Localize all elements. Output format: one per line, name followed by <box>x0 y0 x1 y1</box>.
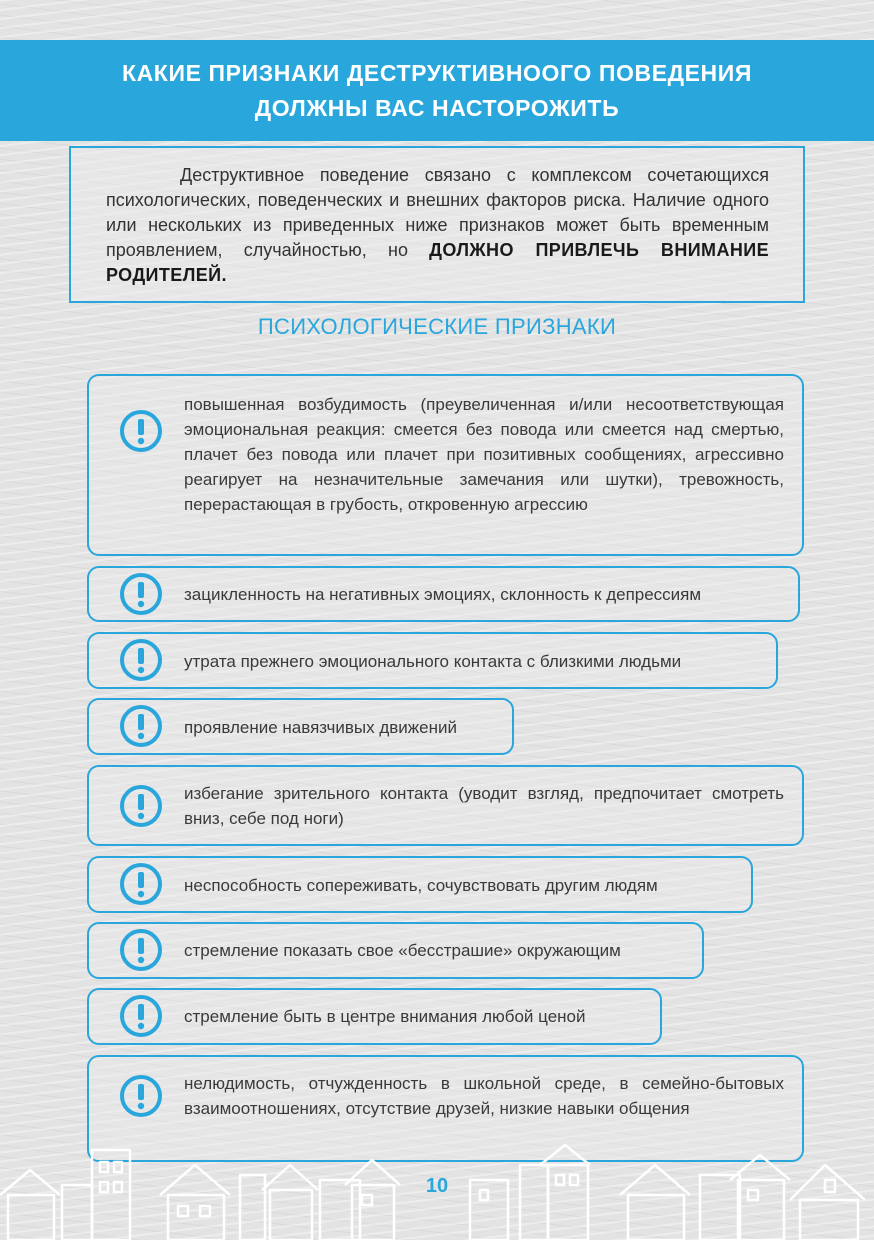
sign-text: стремление быть в центре внимания любой ценой <box>184 1007 586 1026</box>
sign-item <box>87 566 800 622</box>
sign-text: избегание зрительного контакта (уводит взгляд, предпочитает смотреть вниз, себе под ноги) <box>184 784 784 828</box>
sign-text: стремление показать свое «бесстрашие» окружающим <box>184 941 621 960</box>
exclamation-circle-icon <box>118 408 164 454</box>
page-number: 10 <box>425 1175 449 1197</box>
exclamation-circle-icon <box>118 703 164 749</box>
header-title-line2: ДОЛЖНЫ ВАС НАСТОРОЖИТЬ <box>254 94 620 121</box>
page-header <box>0 40 874 141</box>
intro-box <box>69 146 805 303</box>
sign-text: проявление навязчивых движений <box>184 718 457 737</box>
sign-item <box>87 988 662 1045</box>
exclamation-circle-icon <box>118 927 164 973</box>
sign-item <box>87 632 778 689</box>
sign-item <box>87 698 514 755</box>
exclamation-circle-icon <box>118 783 164 829</box>
intro-text: Деструктивное поведение связано с комплексом сочетающихся психологических, поведенческих и внешних факторов риска. Наличие одного или нескольких из приведенных ниже признаков может быть временным проявлением, случайностью, но <box>106 165 769 260</box>
header-title-line1: КАКИЕ ПРИЗНАКИ ДЕСТРУКТИВНООГО ПОВЕДЕНИЯ <box>121 59 753 86</box>
sign-item <box>87 765 804 846</box>
sign-item <box>87 922 704 979</box>
sign-text: повышенная возбудимость (преувеличенная и/или несоответствующая эмоциональная реакция: смеется без повода или смеется над смертью, плачет без повода или плачет при позитивных сообщениях, агрессивно реагирует на незначительные замечания или шутки), тревожность, перерастающая в грубость, откровенную агрессию <box>184 395 784 514</box>
sign-item <box>87 374 804 556</box>
exclamation-circle-icon <box>118 1073 164 1119</box>
sign-text: утрата прежнего эмоционального контакта с близкими людьми <box>184 652 682 671</box>
section-title: ПСИХОЛОГИЧЕСКИЕ ПРИЗНАКИ <box>257 314 617 339</box>
exclamation-circle-icon <box>118 571 164 617</box>
exclamation-circle-icon <box>118 993 164 1039</box>
sign-text: неспособность сопереживать, сочувствовать другим людям <box>184 876 658 895</box>
exclamation-circle-icon <box>118 637 164 683</box>
sign-text: зацикленность на негативных эмоциях, склонность к депрессиям <box>184 585 702 604</box>
sign-text: нелюдимость, отчужденность в школьной среде, в семейно-бытовых взаимоотношениях, отсутствие друзей, низкие навыки общения <box>184 1074 784 1118</box>
exclamation-circle-icon <box>118 861 164 907</box>
sign-item <box>87 856 753 913</box>
intro-emphasis: ДОЛЖНО ПРИВЛЕЧЬ ВНИМАНИЕ РОДИТЕЛЕЙ. <box>106 240 769 285</box>
